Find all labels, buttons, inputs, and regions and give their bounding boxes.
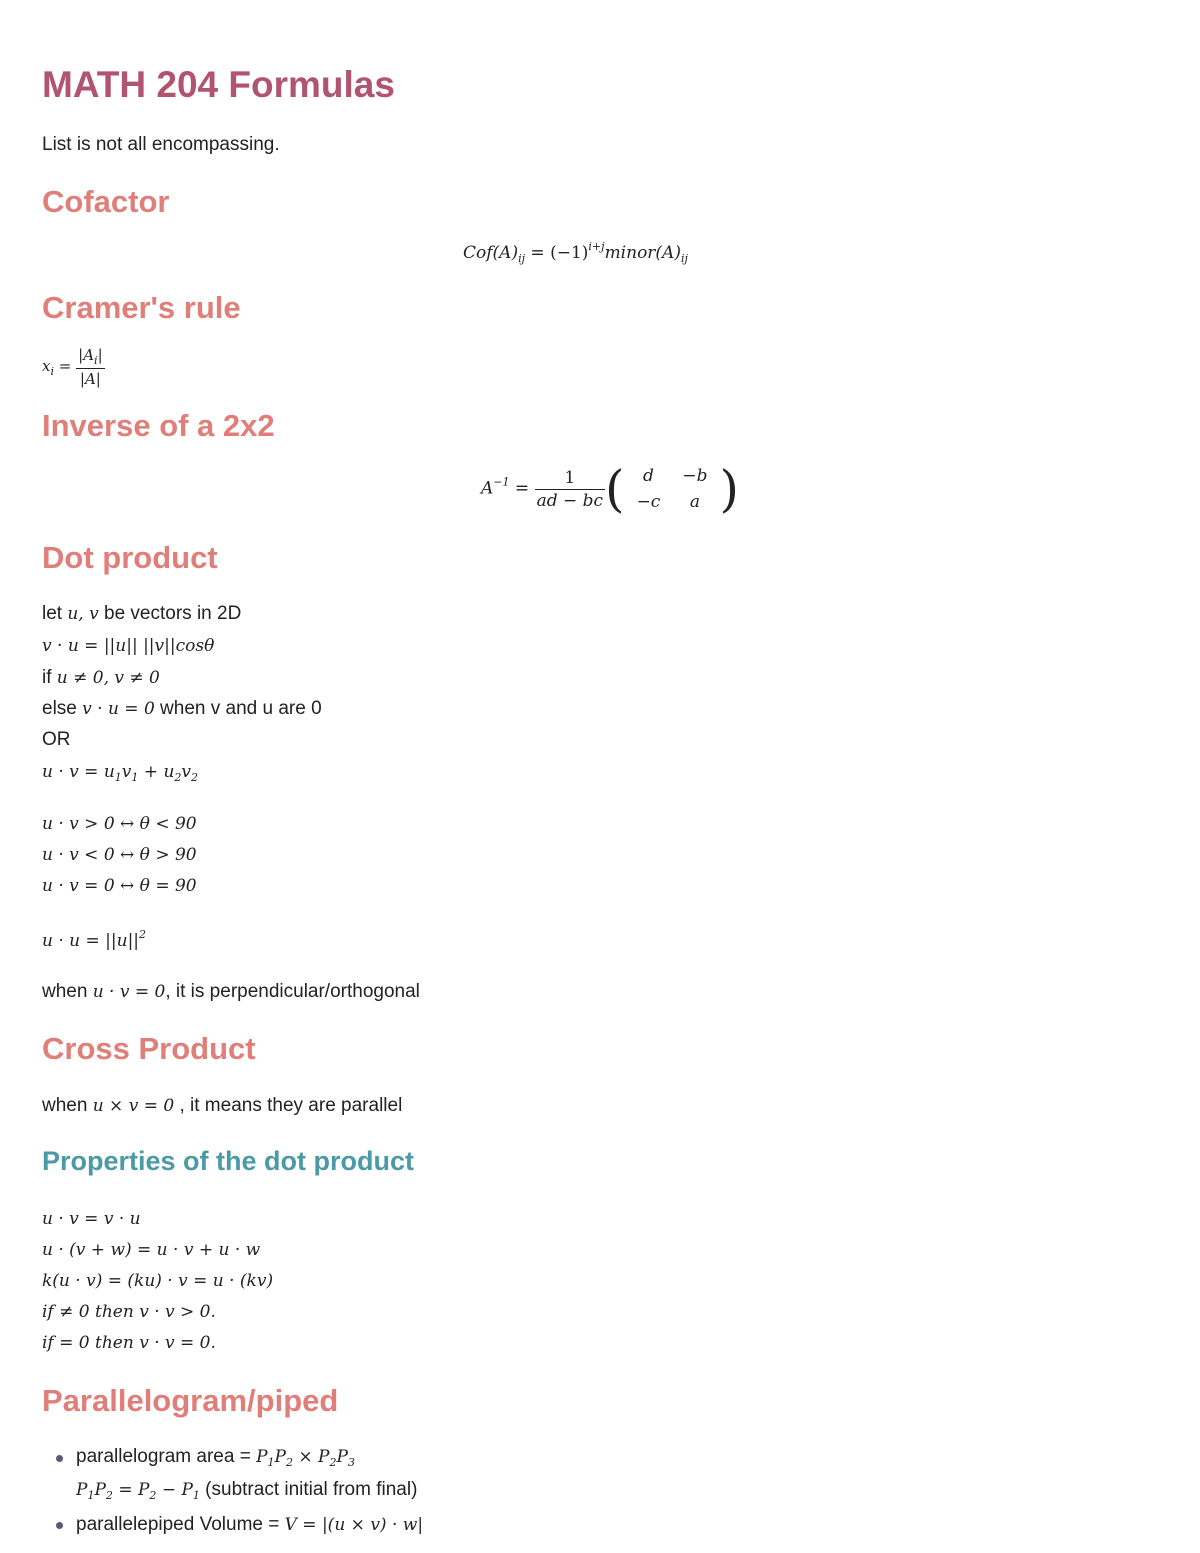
- parallelepiped-volume-item: parallelepiped Volume = V = |(u × v) · w|: [76, 1514, 424, 1535]
- property-positive: if ≠ 0 then v · v > 0.: [42, 1302, 216, 1322]
- heading-properties-dot-product: Properties of the dot product: [42, 1146, 415, 1176]
- dot-else-line: else v · u = 0 when v and u are 0: [42, 698, 322, 719]
- property-zero: if = 0 then v · v = 0.: [42, 1333, 216, 1353]
- dot-inequality-right: u · v = 0 ↔ θ = 90: [42, 876, 197, 896]
- bullet-dot-icon: [56, 1522, 63, 1529]
- formula-cramers-rule: $x_i$ = $\frac{|A_i|}{|A|}$: [42, 346, 103, 388]
- dot-formula-components: $u \cdot v = u_1v_1 + u_2v_2$: [42, 762, 199, 784]
- property-commutative: u · v = v · u: [42, 1209, 141, 1229]
- dot-norm-formula: $u \cdot u = ||u||^2$: [42, 928, 147, 951]
- dot-formula-cos: v · u = ||u|| ||v||cosθ: [42, 636, 215, 656]
- dot-let-line: let u, v be vectors in 2D: [42, 603, 242, 624]
- heading-cofactor: Cofactor: [42, 184, 170, 219]
- formula-cofactor: $Cof(A)_{ij}$ = $(-1)^{i+j}minor(A)_{ij}$: [463, 240, 688, 265]
- property-scalar: k(u · v) = (ku) · v = u · (kv): [42, 1271, 274, 1291]
- dot-inequality-acute: u · v > 0 ↔ θ < 90: [42, 814, 197, 834]
- page-title: MATH 204 Formulas: [42, 64, 395, 105]
- heading-inverse-2x2: Inverse of a 2x2: [42, 408, 275, 443]
- intro-text: List is not all encompassing.: [42, 134, 280, 155]
- dot-or-text: OR: [42, 729, 71, 750]
- heading-cross-product: Cross Product: [42, 1031, 256, 1066]
- parallelogram-area-item: parallelogram area = $P_1P_2 \times P_2P_3$: [76, 1446, 355, 1469]
- property-distributive: u · (v + w) = u · v + u · w: [42, 1240, 261, 1260]
- heading-cramers-rule: Cramer's rule: [42, 290, 241, 325]
- vector-subtraction-line: $P_1P_2 = P_2 - P_1$ (subtract initial from final): [76, 1479, 418, 1502]
- dot-orthogonal-line: when u · v = 0, it is perpendicular/orthogonal: [42, 981, 420, 1002]
- dot-inequality-obtuse: u · v < 0 ↔ θ > 90: [42, 845, 197, 865]
- dot-if-line: if u ≠ 0, v ≠ 0: [42, 667, 160, 688]
- bullet-dot-icon: [56, 1455, 63, 1462]
- cross-parallel-line: when u × v = 0 , it means they are parallel: [42, 1095, 403, 1116]
- heading-parallelogram-piped: Parallelogram/piped: [42, 1383, 339, 1418]
- formula-inverse-2x2: $A^{-1}$ = $\frac{1}{ad - bc}$ ( d −b −c a ): [481, 460, 739, 518]
- heading-dot-product: Dot product: [42, 540, 218, 575]
